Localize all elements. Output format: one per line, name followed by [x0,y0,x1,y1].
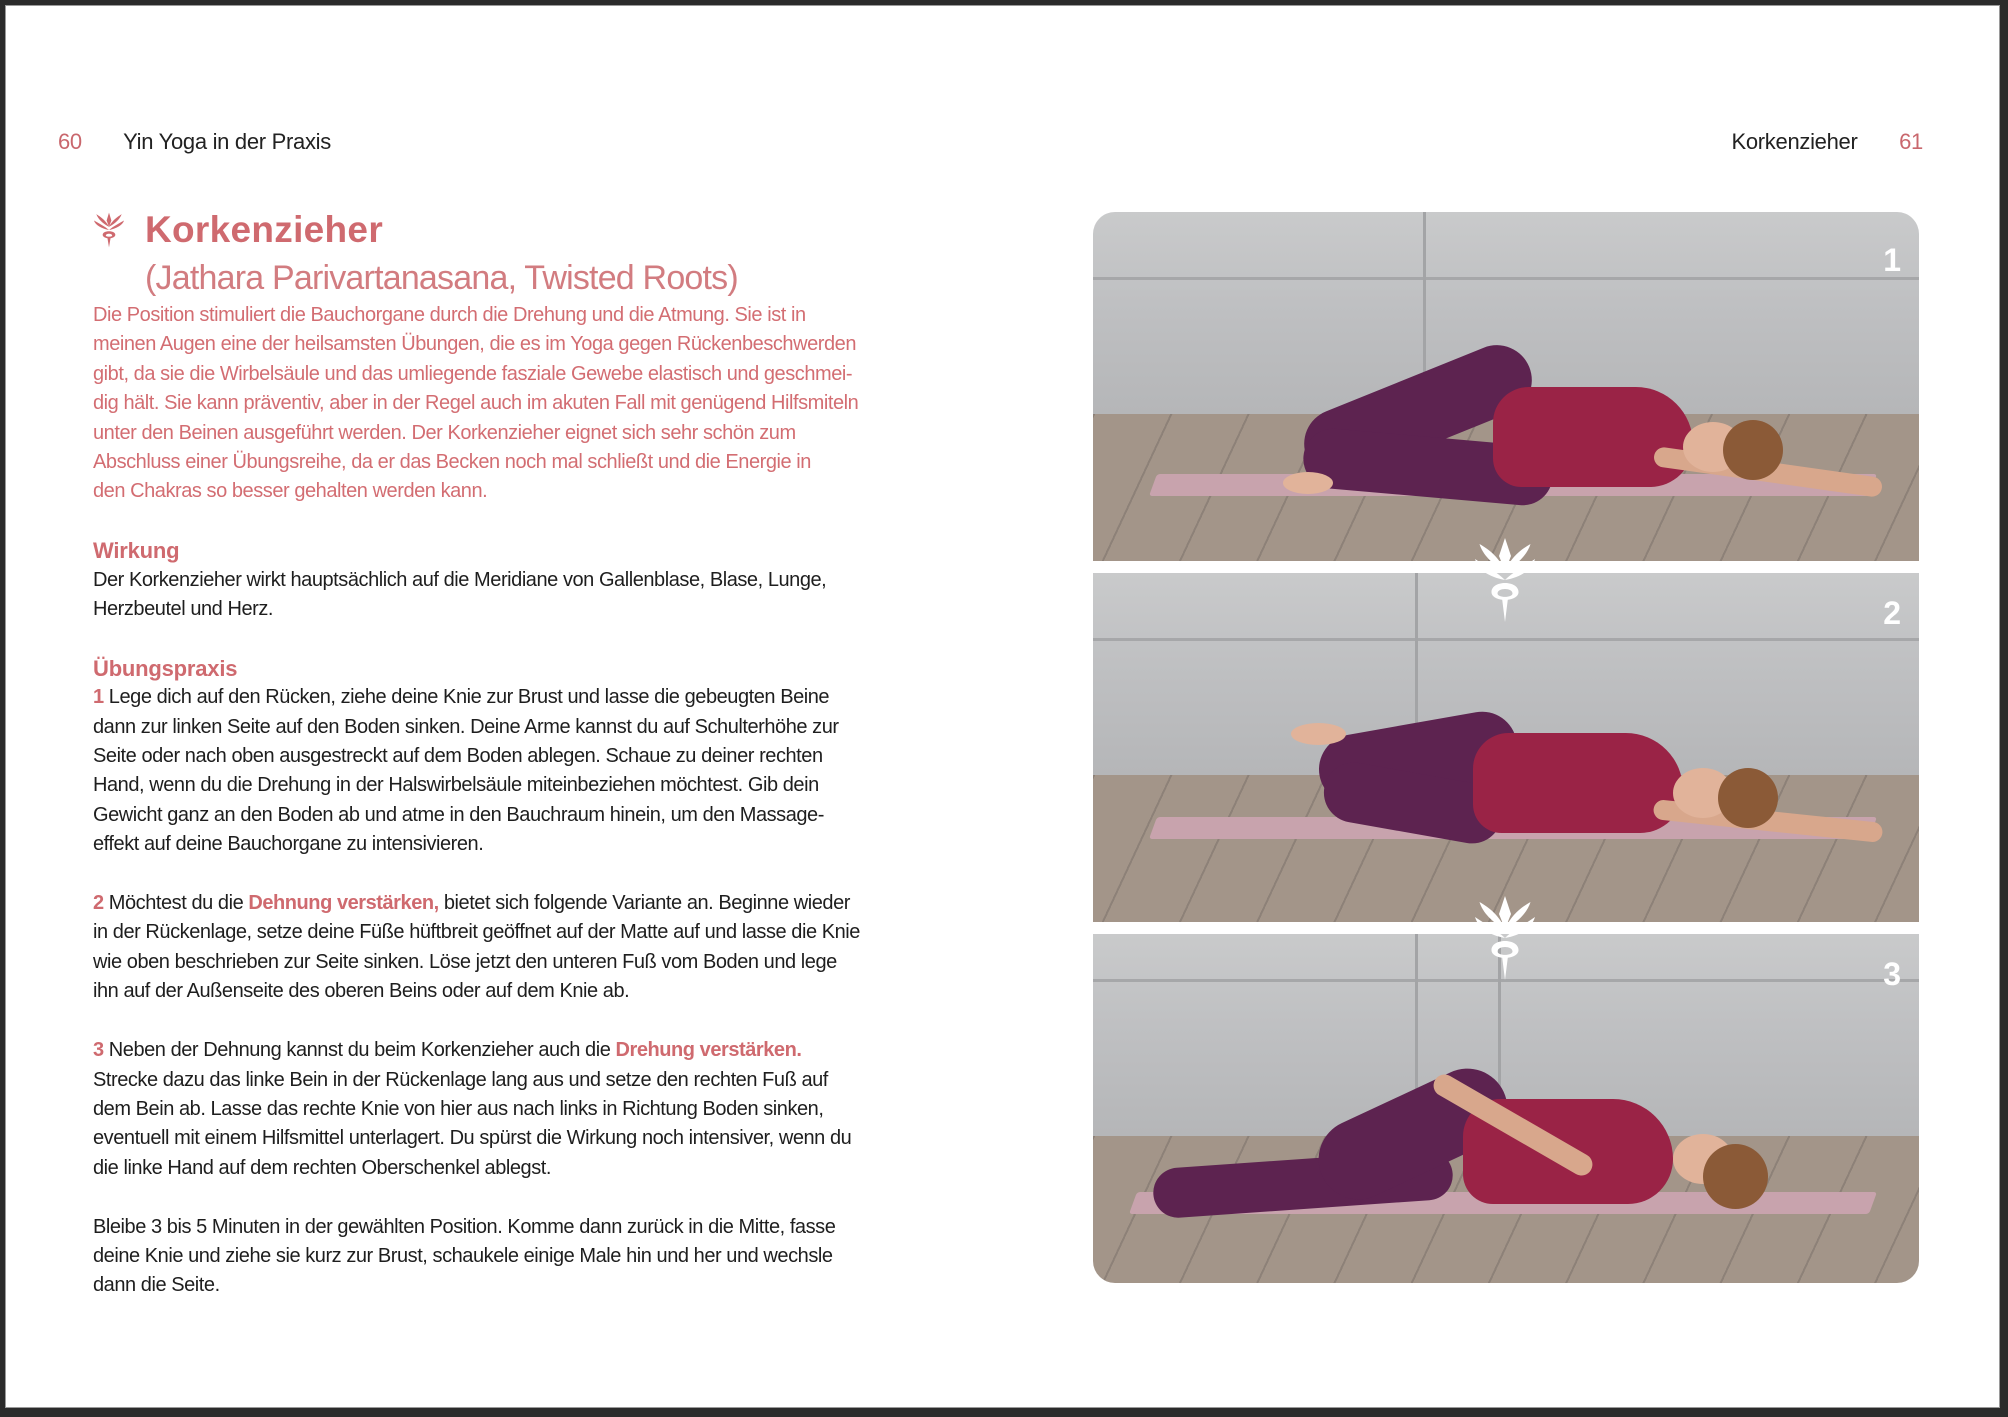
step1-line: Gewicht ganz an den Boden ab und atme in den Bauchraum hinein, um den Massage- [93,803,824,826]
fleur-ornament-icon [1475,535,1535,625]
pose-photo-2 [1093,573,1919,922]
step1-line: Hand, wenn du die Drehung in der Halswirbelsäule miteinbeziehen möchtest. Gib dein [93,774,819,797]
fleur-ornament-icon [1475,893,1535,983]
step1-line: effekt auf deine Bauchorgane zu intensivieren. [93,833,484,856]
uebungspraxis-heading: Übungspraxis [93,655,238,681]
right-page-number: 61 [1899,129,1923,154]
step1-line: Seite oder nach oben ausgestreckt auf dem Boden ablegen. Schaue zu deiner rechten [93,745,823,768]
photo-number: 1 [1883,242,1901,278]
intro-line: den Chakras so besser gehalten werden kann. [93,480,488,503]
step3-highlight: Drehung verstärken. [615,1039,802,1062]
intro-line: dig hält. Sie kann präventiv, aber in der Regel auch im akuten Fall mit genügend Hilfsmiteln [93,392,859,415]
step3-line: eventuell mit einem Hilfsmittel unterlagert. Du spürst die Wirkung noch intensiver, wenn du [93,1127,852,1150]
step1-text: Lege dich auf den Rücken, ziehe deine Knie zur Brust und lasse die gebeugten Beine [103,686,830,709]
step1-line: dann zur linken Seite auf den Boden sinken. Deine Arme kannst du auf Schulterhöhe zur [93,715,839,738]
step3-text: Neben der Dehnung kannst du beim Korkenzieher auch die [103,1039,616,1062]
intro-line: Abschluss einer Übungsreihe, da er das Becken noch mal schließt und die Energie in [93,451,811,474]
pose-photo-3 [1093,934,1919,1283]
pose-photo-1 [1093,212,1919,561]
fleur-ornament-icon [93,211,125,249]
photo-panel [1093,212,1919,1283]
left-page-header [58,129,331,155]
intro-line: unter den Beinen ausgeführt werden. Der Korkenzieher eignet sich sehr schön zum [93,421,796,444]
step2-text: Möchtest du die [103,892,249,915]
photo-number: 3 [1883,956,1901,992]
closing-line: deine Knie und ziehe sie kurz zur Brust, schaukele einige Male hin und her und wechsle [93,1244,833,1267]
intro-paragraph [93,301,933,1301]
step3-line: dem Bein ab. Lasse das rechte Knie von hier aus nach links in Richtung Boden sinken, [93,1097,824,1120]
article-subtitle: (Jathara Parivartanasana, Twisted Roots) [145,259,738,297]
step-number: 1 [93,686,104,709]
step2-line: in der Rückenlage, setze deine Füße hüftbreit geöffnet auf der Matte auf und lasse die Knie [93,921,860,944]
step2-line: wie oben beschrieben zur Seite sinken. Löse jetzt den unteren Fuß vom Boden und lege [93,950,837,973]
left-page-number: 60 [58,129,82,154]
intro-line: gibt, da sie die Wirbelsäule und das umliegende fasziale Gewebe elastisch und geschmei- [93,362,853,385]
closing-line: Bleibe 3 bis 5 Minuten in der gewählten Position. Komme dann zurück in die Mitte, fasse [93,1215,836,1238]
step-number: 3 [93,1039,104,1062]
step-number: 2 [93,892,104,915]
step3-first-line [93,1036,933,1065]
wirkung-heading: Wirkung [93,538,180,564]
left-running-title: Yin Yoga in der Praxis [123,129,331,154]
step2-line: ihn auf der Außenseite des oberen Beins oder auf dem Knie ab. [93,980,630,1003]
step2-first-line [93,889,933,918]
wirkung-line: Der Korkenzieher wirkt hauptsächlich auf die Meridiane von Gallenblase, Blase, Lunge, [93,568,827,591]
article-title: Korkenzieher [145,209,384,250]
step2-text: bietet sich folgende Variante an. Beginne wieder [438,892,850,915]
closing-line: dann die Seite. [93,1274,220,1297]
photo-number: 2 [1883,595,1901,631]
step3-line: die linke Hand auf dem rechten Oberschenkel ablegst. [93,1156,551,1179]
book-spread [5,5,2000,1408]
step3-line: Strecke dazu das linke Bein in der Rückenlage lang aus und setze den rechten Fuß auf [93,1068,828,1091]
step2-highlight: Dehnung verstärken, [248,892,439,915]
article-title-row [93,209,383,251]
right-page-header [1731,129,1923,155]
intro-line: meinen Augen eine der heilsamsten Übungen, die es im Yoga gegen Rückenbeschwerden [93,333,856,356]
step1-first-line [93,683,933,712]
intro-line: Die Position stimuliert die Bauchorgane durch die Drehung und die Atmung. Sie ist in [93,304,806,326]
right-running-title: Korkenzieher [1731,129,1858,154]
wirkung-line: Herzbeutel und Herz. [93,598,273,621]
